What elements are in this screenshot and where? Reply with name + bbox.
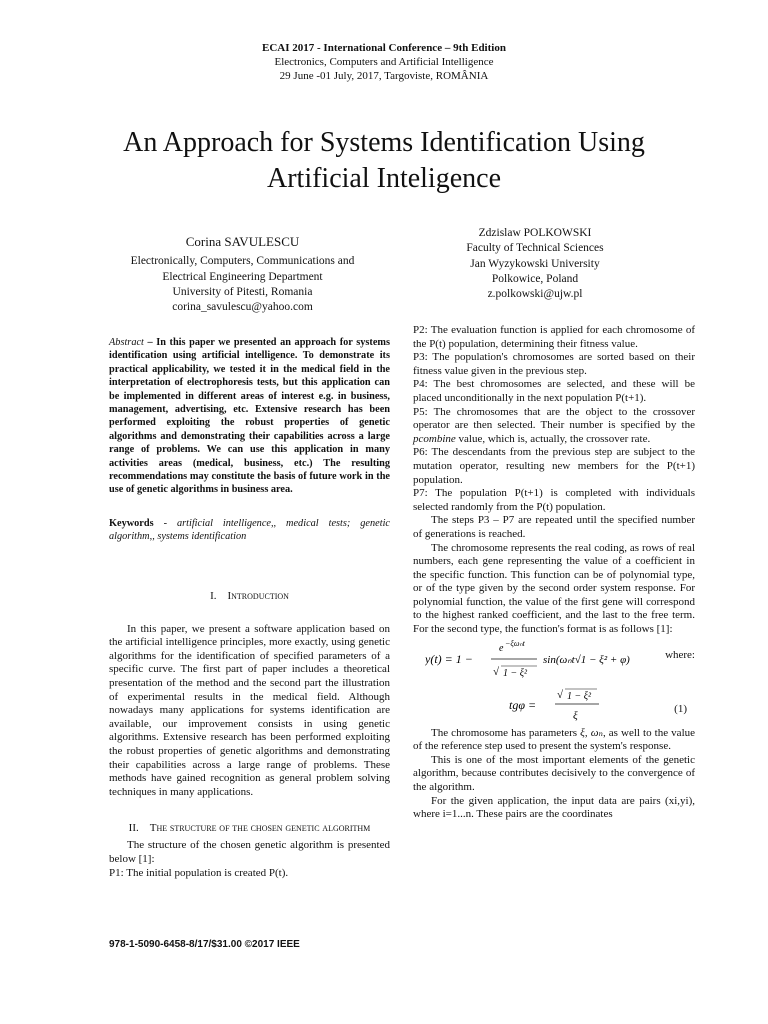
step-p4: P4: The best chromosomes are selected, and these will be placed unconditionally in the next population P(t+1). bbox=[413, 378, 695, 404]
formula-response bbox=[413, 637, 695, 681]
author1-affiliation-1: Electronically, Computers, Communications and bbox=[130, 255, 355, 268]
abstract-label: Abstract bbox=[109, 337, 144, 348]
svg-text:1 − ξ²: 1 − ξ² bbox=[503, 667, 528, 679]
chromosome-paragraph: The chromosome represents the real coding, as rows of real numbers, each gene representing the value of a coefficient in the specific function. This function can be of polynomial type, or of the type given by the second order system response. For polynomial function, the value of the first gene will correspond to the highest ranked coefficient, and the last to the free term. For the second type, the function's format is as follows [1]: bbox=[413, 541, 695, 636]
svg-text:−ξωₙt: −ξωₙt bbox=[505, 638, 525, 648]
chromosome-params-text-a: The chromosome has parameters bbox=[431, 726, 578, 739]
chromosome-params-text-b: , as well to the value of the reference step used to present the system's response. bbox=[413, 726, 696, 753]
abstract bbox=[109, 336, 390, 497]
formula-response-graphic bbox=[425, 637, 665, 681]
step-p2: P2: The evaluation function is applied for each chromosome of the P(t) population, determining their fitness value. bbox=[413, 324, 695, 350]
author-block-2 bbox=[420, 226, 650, 302]
paper-title-line1: An Approach for Systems Identification Using bbox=[123, 127, 645, 158]
author-block-1 bbox=[100, 234, 385, 315]
formula-phase-graphic bbox=[509, 681, 629, 727]
conference-subtitle: Electronics, Computers and Artificial Intelligence bbox=[274, 56, 494, 68]
step-p6: P6: The descendants from the previous step are subject to the mutation operator, resulting new members for the P(t+1) population. bbox=[413, 446, 695, 486]
step-p5-text-a: P5: The chromosomes that are the object to the crossover operator are then selected. Their number is specified by the bbox=[413, 405, 695, 432]
section1-title: Introduction bbox=[227, 589, 289, 602]
step-p7: P7: The population P(t+1) is completed with individuals selected randomly from the P(t) population. bbox=[413, 487, 695, 513]
section2-heading bbox=[109, 821, 390, 835]
chromosome-params: The chromosome has parameters ξ, ωₙ, as well to the value of the reference step used to present the system's response. bbox=[413, 726, 696, 753]
left-column bbox=[109, 336, 390, 880]
author2-name: Zdzislaw POLKOWSKI bbox=[478, 227, 592, 239]
step-p1: P1: The initial population is created P(t). bbox=[109, 866, 289, 879]
conference-name: ECAI 2017 - International Conference – 9th Edition bbox=[262, 42, 506, 54]
section2-title: The structure of the chosen genetic algorithm bbox=[149, 822, 371, 835]
author1-affiliation-2: Electrical Engineering Department bbox=[162, 270, 323, 283]
equation-number: (1) bbox=[674, 702, 687, 715]
structure-intro: The structure of the chosen genetic algorithm is presented below [1]: bbox=[109, 839, 390, 865]
svg-text:1 − ξ²: 1 − ξ² bbox=[567, 690, 592, 702]
keywords bbox=[109, 517, 390, 544]
formula-phase bbox=[413, 681, 695, 727]
section1-heading bbox=[109, 589, 390, 603]
step-p5 bbox=[413, 406, 695, 447]
step-p3: P3: The population's chromosomes are sorted based on their fitness value given in the previous step. bbox=[413, 351, 695, 377]
conference-date-location: 29 June -01 July, 2017, Targoviste, ROMÂNIA bbox=[279, 70, 489, 82]
svg-text:ξ: ξ bbox=[573, 709, 578, 722]
keywords-label: Keywords bbox=[109, 517, 154, 529]
svg-text:tgφ =: tgφ = bbox=[509, 697, 537, 712]
svg-text:e: e bbox=[499, 642, 504, 654]
keywords-text: - artificial intelligence,, medical tests; genetic algorithm,, systems identification bbox=[109, 517, 390, 543]
input-paragraph: For the given application, the input data are pairs (xi,yi), where i=1...n. These pairs are the coordinates bbox=[413, 794, 695, 821]
author1-email[interactable]: corina_savulescu@yahoo.com bbox=[172, 301, 313, 314]
step-p5-emphasis: pcombine bbox=[413, 432, 456, 445]
right-column bbox=[413, 324, 695, 822]
conference-header bbox=[0, 41, 768, 83]
section1-number: I. bbox=[210, 589, 217, 602]
important-paragraph: This is one of the most important elements of the genetic algorithm, because contributes decisively to the convergence of the algorithm. bbox=[413, 753, 695, 794]
author2-university: Jan Wyzykowski University bbox=[470, 257, 600, 270]
svg-text:√: √ bbox=[557, 688, 564, 701]
paper-title bbox=[60, 125, 708, 197]
author1-name: Corina SAVULESCU bbox=[185, 234, 300, 249]
svg-text:sin(ωₙt√1 − ξ² + φ): sin(ωₙt√1 − ξ² + φ) bbox=[543, 653, 630, 666]
intro-paragraph: In this paper, we present a software application based on the artificial intelligence principles, more exactly, using genetic algorithms for the identification of specified parameters of a specific curve. The first part of paper includes a theoretical presentation of the method and the second part the illustration of experimental results in the medical field. Although nowadays many applications for systems identification are available, our improvement consists in using genetic algorithms. Extensive research has been performed exploiting the robust properties of genetic algorithms and demonstrating their capabilities across a large range of problems. These methods have gained recognition as general problem solving techniques in many applications. bbox=[109, 622, 390, 798]
footer-isbn: 978-1-5090-6458-8/17/$31.00 ©2017 IEEE bbox=[109, 939, 300, 950]
svg-text:y(t) = 1 −: y(t) = 1 − bbox=[425, 651, 473, 666]
author2-faculty: Faculty of Technical Sciences bbox=[466, 242, 604, 255]
svg-text:√: √ bbox=[493, 665, 500, 678]
abstract-text: – In this paper we presented an approach for systems identification using artificial intelligence. To demonstrate its practical applicability, we tested it in the medical field in the interpretation of electrophoresis tests, but this application can be implemented in different areas of interest e.g. in business, management, advertising, etc. Extensive research has been performed exploiting the robust properties of genetic algorithms and demonstrating their capabilities across a large range of problems. We can use this application in many activities areas (medical, business, etc.) The resulting recommendations may constitute the basis of future work in the use of genetic algorithms in business area. bbox=[109, 337, 390, 496]
author2-city: Polkowice, Poland bbox=[491, 272, 579, 285]
formula-where: where: bbox=[665, 648, 695, 661]
paper-title-line2: Artificial Inteligence bbox=[267, 163, 501, 194]
author2-email[interactable]: z.polkowski@ujw.pl bbox=[487, 288, 583, 301]
author1-university: University of Pitesti, Romania bbox=[172, 285, 313, 298]
section2-number: II. bbox=[128, 822, 139, 835]
steps-repeat: The steps P3 – P7 are repeated until the specified number of generations is reached. bbox=[413, 514, 695, 540]
step-p5-text-b: value, which is, actually, the crossover rate. bbox=[455, 432, 651, 445]
